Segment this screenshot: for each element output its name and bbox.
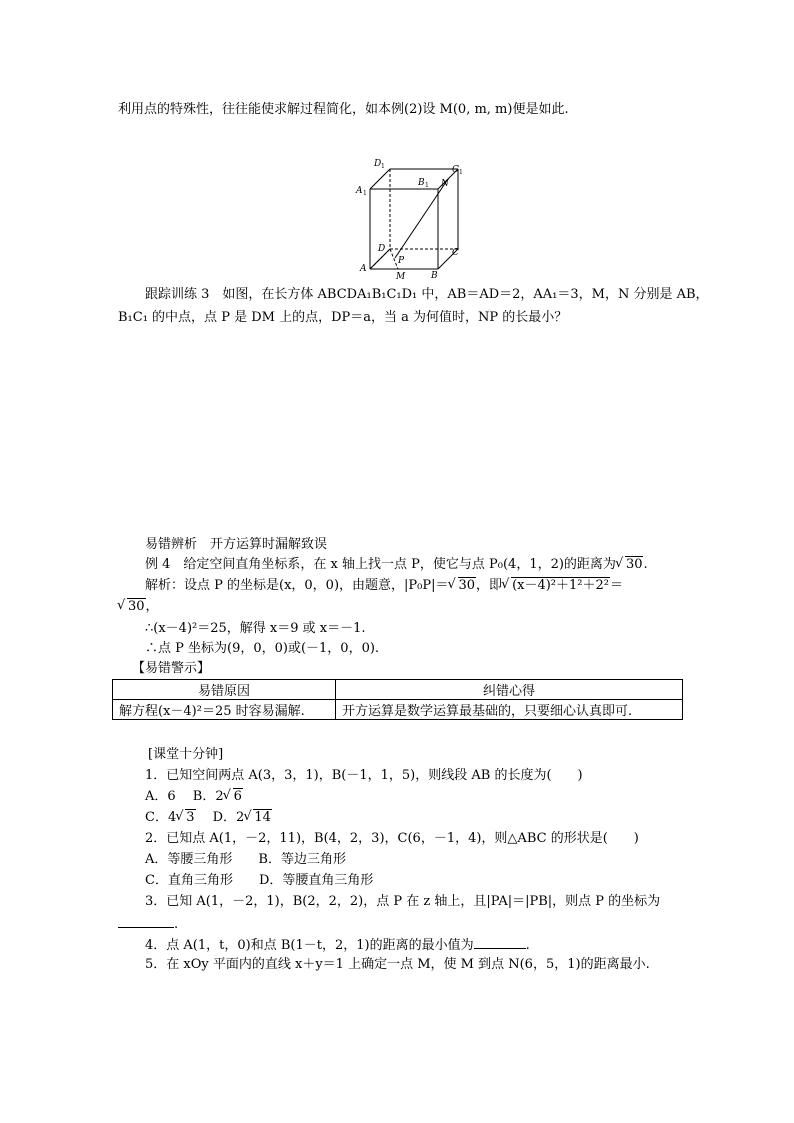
quiz-q1-options-cd <box>145 809 272 827</box>
label-A1: A <box>356 186 363 196</box>
sqrt-14 <box>244 809 272 827</box>
sqrt-expression <box>502 577 610 595</box>
label-B1: B <box>418 178 425 188</box>
quiz-q2-options-ab: A．等腰三角形 B．等边三角形 <box>145 852 346 867</box>
label-D1: D <box>374 159 382 169</box>
label-C1: C <box>452 165 459 175</box>
quiz-q3: 3．已知 A(1，－2，1)，B(2，2，2)，点 P 在 z 轴上，且|PA|＝|PB|，则点 P 的坐标为 <box>145 894 661 909</box>
table-header-cause: 易错原因 <box>113 680 336 700</box>
sqrt-30-c-value: 30 <box>128 599 145 614</box>
sqrt-6 <box>224 788 243 806</box>
sqrt-3 <box>176 809 195 827</box>
solution-text-a: 解析：设点 P 的坐标是(x，0，0)，由题意，|P₀P|＝ <box>145 578 449 593</box>
example4 <box>145 556 648 574</box>
step2: ∴点 P 坐标为(9，0，0)或(－1，0，0). <box>145 641 380 656</box>
sqrt-3-value: 3 <box>186 810 195 825</box>
q4-end: . <box>525 938 530 953</box>
label-C: C <box>452 248 459 258</box>
label-N: N <box>441 179 449 189</box>
sqrt-30-c <box>118 598 146 616</box>
solution-text-b: ，即 <box>476 578 503 593</box>
sqrt-30-b-value: 30 <box>458 578 476 593</box>
section-title: 易错辨析 开方运算时漏解致误 <box>145 537 328 552</box>
quiz-q4 <box>145 935 530 955</box>
table-header-lesson: 纠错心得 <box>336 680 683 700</box>
label-D1-sub: 1 <box>381 163 385 170</box>
table-cell-lesson: 开方运算是数学运算最基础的，只要细心认真即可. <box>336 700 683 720</box>
cuboid-figure <box>352 156 472 282</box>
label-A1-sub: 1 <box>363 190 367 197</box>
quiz-q3-answer <box>118 914 178 934</box>
table-cell-cause: 解方程(x－4)²＝25 时容易漏解. <box>113 700 336 720</box>
q4-text: 4．点 A(1，t，0)和点 B(1－t，2，1)的距离的最小值为 <box>145 938 474 953</box>
sqrt-30-b <box>449 577 477 595</box>
quiz-q2-options-cd: C．直角三角形 D．等腰直角三角形 <box>145 873 374 888</box>
q1-option-ab-text: A．6 B．2 <box>145 789 224 804</box>
example4-text: 例 4 给定空间直角坐标系，在 x 轴上找一点 P，使它与点 P₀(4，1，2)的距离为 <box>145 557 616 572</box>
solution-text-c: ＝ <box>610 578 624 593</box>
quiz-q1-options-ab <box>145 788 243 806</box>
table-header-row <box>113 680 683 700</box>
example4-end: . <box>643 557 648 572</box>
label-D: D <box>378 244 386 254</box>
solution-line2-end: ， <box>145 599 159 614</box>
quiz-q1: 1．已知空间两点 A(3，3，1)，B(－1，1，5)，则线段 AB 的长度为( ) <box>145 768 583 783</box>
label-A: A <box>360 264 367 274</box>
step1: ∴(x－4)²＝25，解得 x＝9 或 x＝－1. <box>145 621 366 636</box>
label-B1-sub: 1 <box>425 182 429 189</box>
sqrt-30-value: 30 <box>625 557 643 572</box>
q1-option-d-text: D．2 <box>195 810 245 825</box>
label-P: P <box>398 256 405 266</box>
error-table <box>112 679 683 720</box>
exercise3-line2: B₁C₁ 的中点，点 P 是 DM 上的点，DP＝a，当 a 为何值时，NP 的长最小？ <box>118 310 568 325</box>
sqrt-30 <box>616 556 644 574</box>
table-row <box>113 700 683 720</box>
q3-answer-blank[interactable] <box>118 914 174 928</box>
quiz-q2: 2．已知点 A(1，－2，11)，B(4，2，3)，C(6，－1，4)，则△ABC 的形状是( ) <box>145 831 639 846</box>
exercise3-line1: 跟踪训练 3 如图，在长方体 ABCDA₁B₁C₁D₁ 中，AB＝AD＝2，AA₁＝3，M，N 分别是 AB， <box>145 287 709 302</box>
solution-line1 <box>145 577 623 595</box>
sqrt-6-value: 6 <box>233 789 242 804</box>
label-C1-sub: 1 <box>459 169 463 176</box>
warn-title: 【易错警示】 <box>132 661 211 676</box>
sqrt-14-value: 14 <box>254 810 271 825</box>
quiz-title: [课堂十分钟] <box>148 747 224 762</box>
intro-text: 利用点的特殊性，往往能使求解过程简化，如本例(2)设 M(0, m, m)便是如此. <box>118 102 569 117</box>
q3-end: . <box>174 917 179 932</box>
solution-line2 <box>118 598 159 616</box>
label-B: B <box>431 271 438 281</box>
q1-option-c-text: C．4 <box>145 810 177 825</box>
label-M: M <box>396 272 406 282</box>
quiz-q5: 5．在 xOy 平面内的直线 x＋y＝1 上确定一点 M，使 M 到点 N(6，5，1)的距离最小. <box>145 957 650 972</box>
sqrt-expression-value: (x－4)²＋1²＋2² <box>512 578 609 593</box>
q4-answer-blank[interactable] <box>474 935 526 949</box>
